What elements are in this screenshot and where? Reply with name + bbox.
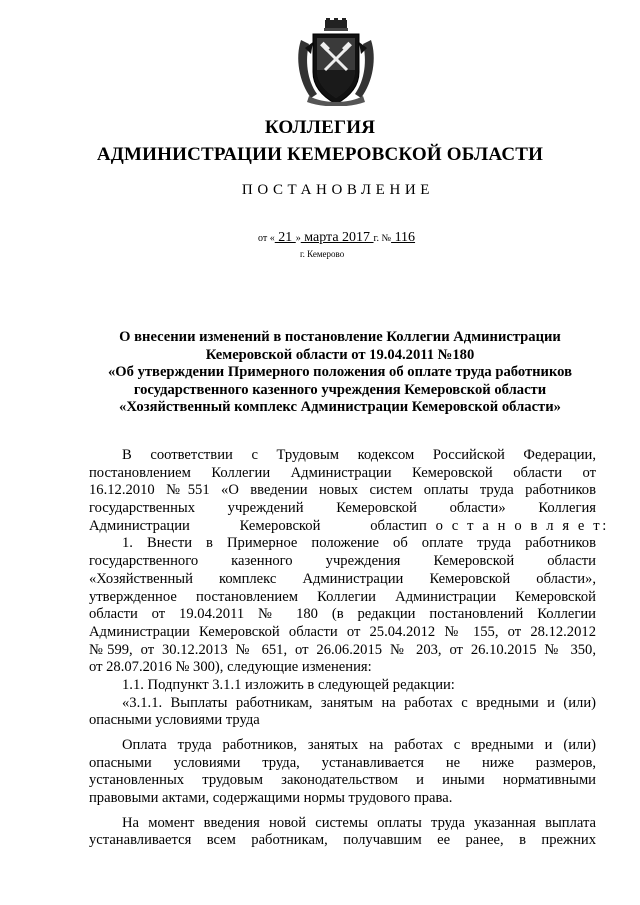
body-line: На момент введения новой системы оплаты труда указанная выплата: [122, 814, 596, 831]
body-line: постановлением Коллегии Администрации Кемеровской области от: [89, 464, 596, 481]
title-line: Кемеровской области от 19.04.2011 №180: [205, 346, 475, 363]
body-line: области от 19.04.2011 № 180 (в редакции постановлений Коллегии: [89, 606, 596, 623]
title-line: О внесении изменений в постановление Коллегии Администрации: [119, 329, 561, 345]
city-label: г. Кемерово: [300, 249, 345, 259]
date-year-suffix: г. №: [373, 233, 392, 244]
body-line: правовыми актами, содержащими нормы трудового права.: [89, 790, 453, 807]
document-body: [89, 447, 609, 850]
body-line: устанавливается всем работникам, получавшим ее ранее, в прежних: [89, 832, 596, 849]
date-prefix: от «: [258, 233, 275, 244]
date-month-year: марта 2017: [300, 230, 374, 245]
header-collegium: КОЛЛЕГИЯ: [264, 117, 376, 138]
date-mid: »: [295, 233, 301, 244]
body-line: 1. Внести в Примерное положение об оплате труда работников: [122, 535, 596, 552]
body-line-resolves: [89, 517, 609, 536]
body-line: «3.1.1. Выплаты работникам, занятым на работах с вредными и (или): [122, 694, 596, 711]
resolves-word: п о с т а н о в л я е т:: [419, 517, 609, 534]
header-administration: АДМИНИСТРАЦИИ КЕМЕРОВСКОЙ ОБЛАСТИ: [96, 144, 544, 165]
body-line-part: Администрации Кемеровской области: [89, 517, 419, 534]
body-line: «Хозяйственный комплекс Администрации Кемеровской области»,: [89, 570, 596, 587]
title-line: «Хозяйственный комплекс Администрации Кемеровской области»: [119, 399, 561, 416]
body-line: установленных трудовым законодательством и иными нормативными: [89, 772, 596, 789]
title-line: государственного казенного учреждения Кемеровской области: [133, 381, 547, 398]
body-line: В соответствии с Трудовым кодексом Российской Федерации,: [122, 447, 596, 463]
body-line: от 28.07.2016 № 300), следующие изменения:: [89, 659, 372, 676]
document-title: [80, 329, 600, 417]
document-number: 116: [391, 230, 416, 245]
coat-of-arms-emblem: [295, 18, 377, 106]
doc-type-heading: ПОСТАНОВЛЕНИЕ: [241, 182, 435, 198]
crown-icon: [324, 18, 348, 31]
body-line: Администрации Кемеровской области от 25.04.2012 № 155, от 28.12.2012: [89, 623, 596, 640]
body-line: утвержденное постановлением Коллегии Администрации Кемеровской: [89, 588, 596, 605]
body-line: государственных учреждений Кемеровской области» Коллегия: [89, 500, 596, 517]
body-line: опасными условиями труда, устанавливается не ниже размеров,: [89, 754, 596, 771]
body-line: государственного казенного учреждения Кемеровской области: [89, 553, 596, 570]
date-line: [258, 230, 415, 246]
body-line: опасными условиями труда: [89, 712, 260, 729]
title-line: «Об утверждении Примерного положения об оплате труда работников: [108, 364, 572, 381]
body-line: Оплата труда работников, занятых на работах с вредными и (или): [122, 737, 596, 753]
date-day: 21: [274, 230, 296, 245]
body-line: 1.1. Подпункт 3.1.1 изложить в следующей редакции:: [122, 676, 455, 693]
body-line: №599, от 30.12.2013 № 651, от 26.06.2015 № 203, от 26.10.2015 № 350,: [89, 641, 596, 658]
body-line: 16.12.2010 №551 «О введении новых систем оплаты труда работников: [89, 482, 596, 499]
